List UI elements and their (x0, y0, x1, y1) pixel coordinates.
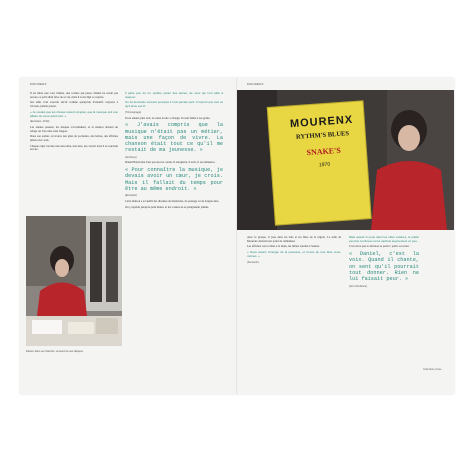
big-pull-quote: « J'avais compris que la musique n'était pas un métier, mais une façon de vivre. La chanson était tout ce qu'il me restait de ma jeunesse. » (125, 122, 223, 154)
photo-caption: Daniel, dans sa chambre, entouré de ses disques. (26, 350, 84, 353)
pull-quote: « Je voulais que les choses restent simples, que la musique soit une affaire de cœur avant tout. » (30, 109, 118, 118)
photo-credit: Collection privée (423, 368, 442, 371)
left-page (20, 78, 237, 394)
paragraph: C'est alors que la décision se prend : partir ou rester. (349, 244, 410, 249)
paragraph: Chaque objet raconte une rencontre, une date, un concert dont il se souvient encore. (30, 143, 118, 152)
poster-line: RYTHM'S BLUES (295, 130, 350, 141)
right-page (237, 78, 454, 394)
right-column-2 (349, 236, 419, 290)
paragraph: Il parle peu de lui, préfère parler des autres, de ceux qui l'ont aidé à avancer. (125, 91, 223, 99)
photo-poster-man (237, 90, 454, 230)
right-column-1 (247, 236, 341, 266)
paragraph: Trois années plus tard, la scène locale a changé. Il reste fidèle à ses goûts. (125, 115, 211, 120)
paragraph: Il est midi, une cour d'usine, une voiture qui passe. Daniel ne savait pas encore ce qu'il allait faire de sa vie, mais il avait déjà ce sourire. (30, 91, 118, 99)
pull-quote: « Nous avions l'énergie de la jeunesse, et l'envie de tout faire nous-mêmes. » (247, 250, 341, 258)
poster (275, 113, 370, 171)
big-pull-quote: « Daniel, c'est la voix. Quand il chante, on sent qu'il pourrait tout donner. Rien ne lui faisait peur. » (349, 251, 419, 283)
paragraph: On y répétait jusqu'au petit matin, et les voisins ne se plaignaient jamais. (125, 204, 210, 209)
book-spread (20, 78, 454, 394)
paragraph: Avec le groupe, il joue dans les bals et les fêtes de la région. La salle de Mourenx devient leur point de ralliement. (247, 235, 341, 243)
quote-credit: (Entretien, 2010) (30, 120, 50, 124)
poster-line: 1970 (318, 161, 331, 169)
left-page-folio: MOURENX (30, 82, 47, 86)
paragraph: Les affiches sont collées à la main, les billets vendus à l'entrée. (247, 244, 320, 249)
right-page-folio: MOURENX (247, 82, 264, 86)
paragraph: On lui demande souvent pourquoi il n'est jamais parti. Il répond que tout ce qu'il aime est ici. (125, 100, 223, 109)
paragraph: Mais quand on joue dans les villes voisines, le public est plus nombreux et les cachets augmentent un peu. (349, 235, 419, 243)
quote-credit: (Ami d'enfance) (349, 284, 368, 288)
photo-illustration (26, 216, 122, 346)
paragraph: Dans son atelier, on trouve des piles de pochettes, des lettres, des affiches pliées avec soin. (30, 134, 118, 143)
paragraph: Les années passent, les disques s'accumulent, et la maison devient un refuge où l'on entre sans frapper. (30, 124, 118, 133)
photo-daniel-desk (26, 216, 122, 346)
left-column-2 (125, 92, 223, 211)
poster-line: SNAKE'S (306, 145, 342, 158)
quote-credit: (Témoignage) (125, 110, 142, 114)
quote-credit: (Archives) (125, 155, 137, 159)
big-pull-quote: « Pour connaître la musique, je devais avoir un cœur, je crois. Mais il fallait du temps pour être au même endroit. » (125, 167, 223, 192)
paragraph: Ses amis l'ont souvent décrit comme quelqu'un d'attentif, toujours à l'écoute, jamais pressé. (30, 100, 118, 109)
paragraph: Daniel Balavoine n'est pas encore connu. Il enregistre, il écrit, il recommence. (125, 160, 216, 165)
left-column-1 (30, 92, 118, 154)
quote-credit: (Souvenir) (247, 260, 259, 264)
quote-credit: (Entretien) (125, 194, 138, 198)
paragraph: Cette maison a accueilli des dizaines de musiciens, de passage ou de longue date. (125, 199, 219, 203)
poster-title: MOURENX (289, 113, 354, 131)
